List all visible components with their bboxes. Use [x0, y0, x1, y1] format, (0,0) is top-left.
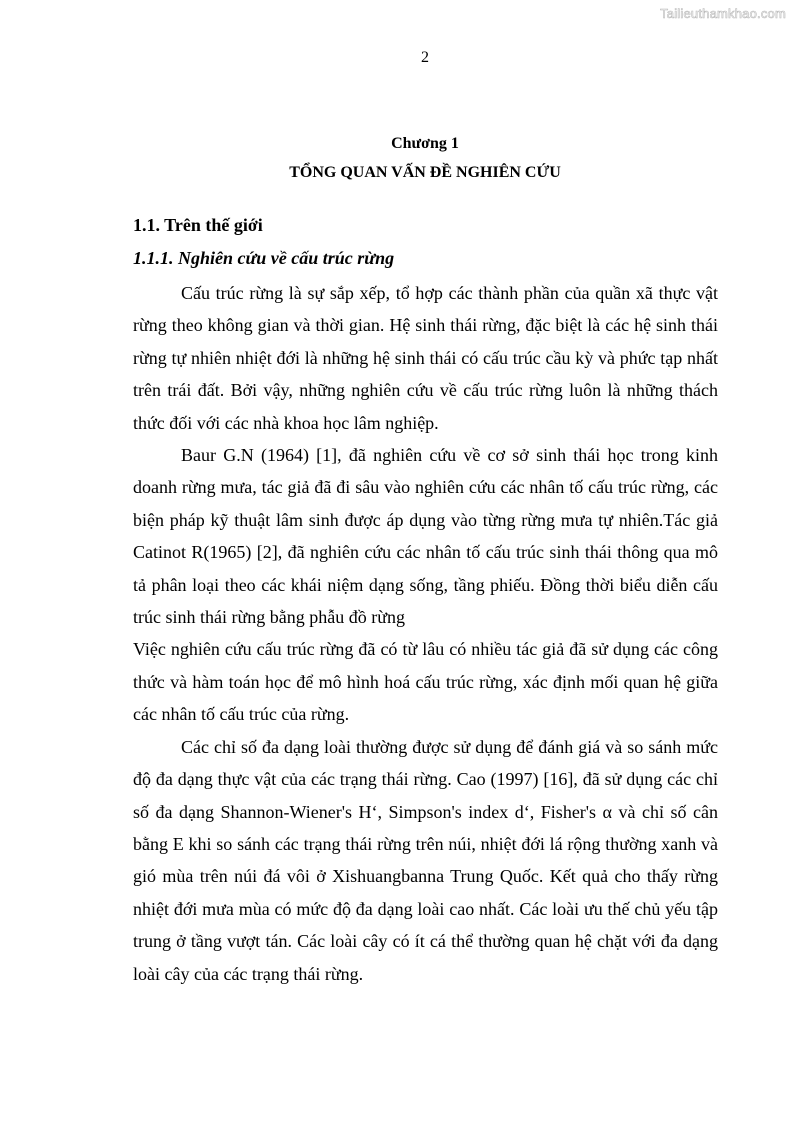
paragraph-diversity-indices: Các chỉ số đa dạng loài thường được sử dụng để đánh giá và so sánh mức độ đa dạng thực vật của các trạng thái rừng. Cao (1997) [16], đã sử dụng các chỉ số đa dạng Shannon-Wiener's H‘, Simpson's index d‘, Fisher's α và chỉ số cân bằng E khi so sánh các trạng thái rừng trên núi, nhiệt đới lá rộng thường xanh và gió mùa trên núi đá vôi ở Xishuangbanna Trung Quốc. Kết quả cho thấy rừng nhiệt đới mưa mùa có mức độ đa dạng loài cao nhất. Các loài ưu thế chủ yếu tập trung ở tầng vượt tán. Các loài cây có ít cá thể thường quan hệ chặt với đa dạng loài cây của các trạng thái rừng. — [133, 736, 718, 984]
page-number: 2 — [421, 49, 429, 66]
chapter-title: Chương 1 — [391, 135, 459, 152]
chapter-subtitle: TỔNG QUAN VẤN ĐỀ NGHIÊN CỨU — [289, 164, 561, 181]
body-text — [133, 277, 718, 990]
section-heading: 1.1. Trên thế giới — [133, 215, 263, 235]
paragraph-modeling: Việc nghiên cứu cấu trúc rừng đã có từ lâu có nhiều tác giả đã sử dụng các công thức và hàm toán học để mô hình hoá cấu trúc rừng, xác định mối quan hệ giữa các nhân tố cấu trúc của rừng. — [133, 639, 718, 725]
watermark-text: Tailieuthamkhao.com — [660, 6, 786, 21]
paragraph-baur-catinot: Baur G.N (1964) [1], đã nghiên cứu về cơ sở sinh thái học trong kinh doanh rừng mưa, tác giả đã đi sâu vào nghiên cứu các nhân tố cấu trúc rừng, các biện pháp kỹ thuật lâm sinh được áp dụng vào từng rừng mưa tự nhiên.Tác giả Catinot R(1965) [2], đã nghiên cứu các nhân tố cấu trúc sinh thái thông qua mô tả phân loại theo các khái niệm dạng sống, tầng phiếu. Đồng thời biểu diễn cấu trúc sinh thái rừng bằng phẫu đồ rừng — [133, 445, 718, 628]
subsection-heading: 1.1.1. Nghiên cứu về cấu trúc rừng — [133, 248, 395, 268]
paragraph-structure-definition: Cấu trúc rừng là sự sắp xếp, tổ hợp các thành phần của quần xã thực vật rừng theo không gian và thời gian. Hệ sinh thái rừng, đặc biệt là các hệ sinh thái rừng tự nhiên nhiệt đới là những hệ sinh thái có cấu trúc cầu kỳ và phức tạp nhất trên trái đất. Bởi vậy, những nghiên cứu về cấu trúc rừng luôn là những thách thức đối với các nhà khoa học lâm nghiệp. — [133, 283, 718, 433]
